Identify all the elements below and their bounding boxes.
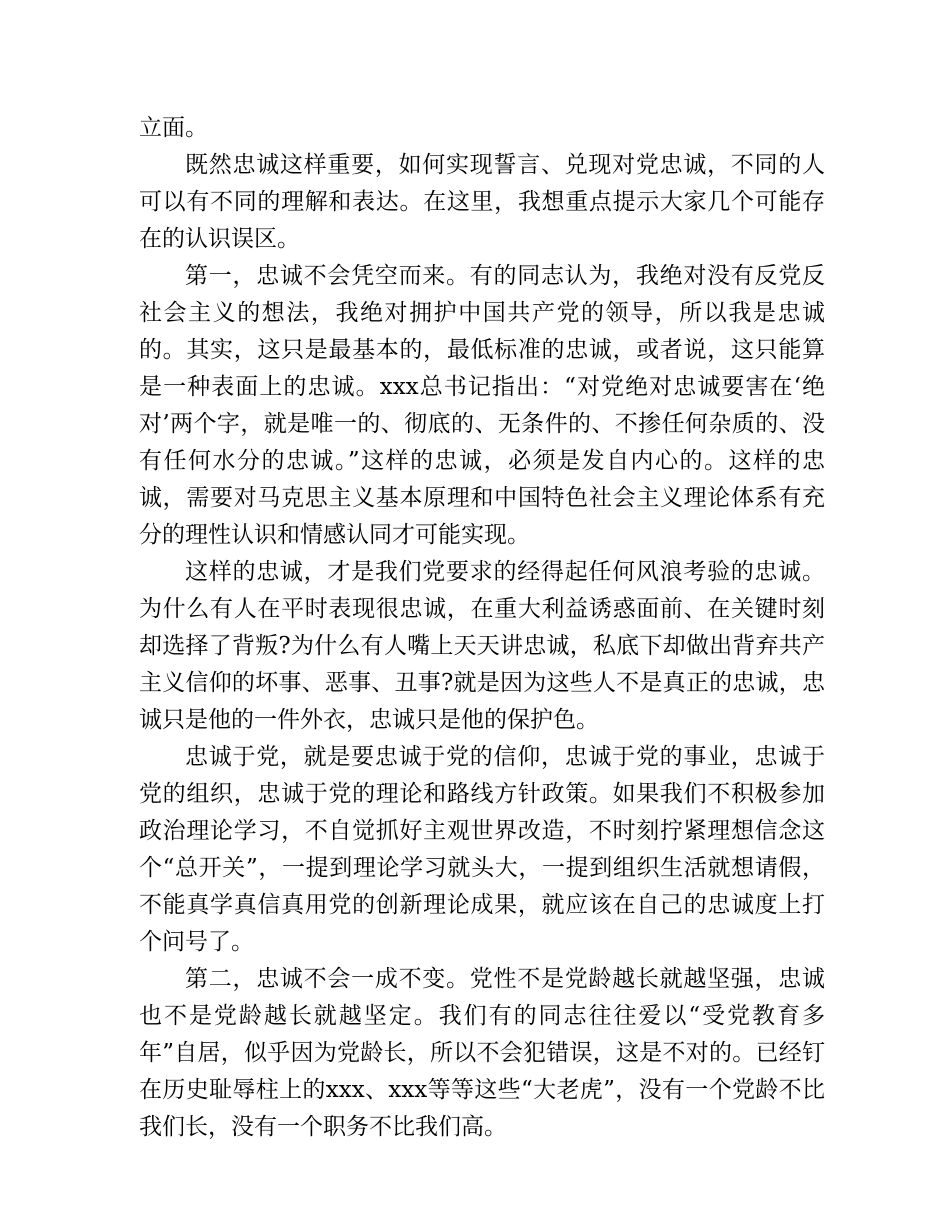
paragraph-4: 这样的忠诚，才是我们党要求的经得起任何风浪考验的忠诚。为什么有人在平时表现很忠诚，在重大利益诱惑面前、在关键时刻却选择了背叛?为什么有人嘴上天天讲忠诚，私底下却做出背弃共产主义信仰的坏事、恶事、丑事?就是因为这些人不是真正的忠诚，忠诚只是他的一件外衣，忠诚只是他的保护色。	[139, 559, 825, 733]
paragraph-2: 既然忠诚这样重要，如何实现誓言、兑现对党忠诚，不同的人可以有不同的理解和表达。在这里，我想重点提示大家几个可能存在的认识误区。	[139, 152, 825, 252]
document-page	[139, 110, 825, 1146]
paragraph-5: 忠诚于党，就是要忠诚于党的信仰，忠诚于党的事业，忠诚于党的组织，忠诚于党的理论和路线方针政策。如果我们不积极参加政治理论学习，不自觉抓好主观世界改造，不时刻拧紧理想信念这个“总开关”，一提到理论学习就头大，一提到组织生活就想请假，不能真学真信真用党的创新理论成果，就应该在自己的忠诚度上打个问号了。	[139, 744, 825, 955]
paragraph-6: 第二，忠诚不会一成不变。党性不是党龄越长就越坚强，忠诚也不是党龄越长就越坚定。我们有的同志往往爱以“受党教育多年”自居，似乎因为党龄长，所以不会犯错误，这是不对的。已经钉在历史耻辱柱上的xxx、xxx等等这些“大老虎”，没有一个党龄不比我们长，没有一个职务不比我们高。	[139, 966, 825, 1140]
paragraph-1: 立面。	[139, 115, 208, 141]
paragraph-3: 第一，忠诚不会凭空而来。有的同志认为，我绝对没有反党反社会主义的想法，我绝对拥护中国共产党的领导，所以我是忠诚的。其实，这只是最基本的，最低标准的忠诚，或者说，这只能算是一种表面上的忠诚。xxx总书记指出：“对党绝对忠诚要害在‘绝对’两个字，就是唯一的、彻底的、无条件的、不掺任何杂质的、没有任何水分的忠诚。”这样的忠诚，必须是发自内心的。这样的忠诚，需要对马克思主义基本原理和中国特色社会主义理论体系有充分的理性认识和情感认同才可能实现。	[139, 263, 825, 548]
